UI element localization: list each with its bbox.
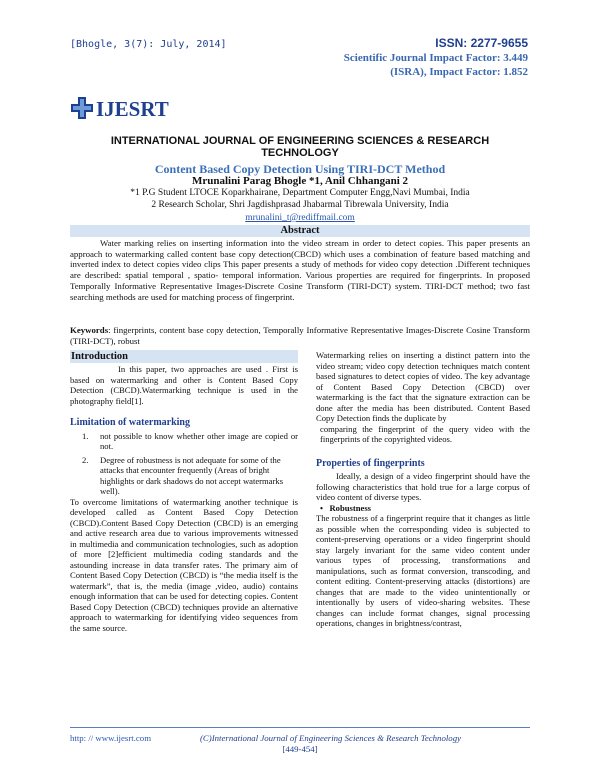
- list-item: [82, 455, 298, 497]
- body-text: To overcome limitations of watermarking another technique is developed called as Content Based Copy Detection (CBCD).Content Based Copy Detection (CBCD) is an emerging and active research area due to various improvements witnessed in multimedia and communication technologies, such as adoption of more [2]efficient multimedia coding standards and the astounding increase in data transfer rates. The primary aim of Content Based Copy Detection (CBCD) is “the media itself is the watermark”, that is, the media (image ,video, audio) contains enough information that can be used for detecting copies. Content Based Copy Detection (CBCD) techniques provide an alternative approach to watermarking for identifying video sequences from the same source.: [70, 496, 298, 633]
- logo-text: IJESRT: [96, 97, 169, 121]
- authors: Mrunalini Parag Bhogle *1, Anil Chhangani 2: [191, 175, 409, 187]
- limitation-heading: Limitation of watermarking: [70, 417, 190, 428]
- list-item: [82, 431, 298, 452]
- impact-factor-1: Scientific Journal Impact Factor: 3.449: [343, 52, 528, 64]
- citation: [Bhogle, 3(7): July, 2014]: [70, 39, 227, 50]
- journal-logo: [70, 96, 169, 120]
- affiliation-2: 2 Research Scholar, Shri Jagdishprasad Jhabarmal Tibrewala University, India: [151, 200, 449, 210]
- robustness-text: The robustness of a fingerprint require that it changes as little as possible when the corresponding video is subjected to content-preserving operations or a video fingerprint should stay largely invariant for the same video content under various types of processing, transformations and manipulations, such as format conversion, transcoding, and content editing. Content-preserving attacks (distortions) are changes that are made to the video unintentionally or intentionally by users of video-sharing websites. These changes can include format changes, signal processing operations, changes in brightness/contrast,: [316, 513, 530, 628]
- list-text: Degree of robustness is not adequate for some of the attacks that encounter frequently (Areas of bright highlights or dark shadows do not accept watermarks well).: [100, 454, 284, 496]
- robustness-bullet: [320, 503, 530, 514]
- left-column: [70, 350, 298, 633]
- affiliation-1: *1 P.G Student LTOCE Koparkhairane, Department Computer Engg,Navi Mumbai, India: [130, 188, 470, 198]
- right-text-2: comparing the fingerprint of the query video with the fingerprints of the copyrighted videos.: [320, 423, 530, 444]
- plus-logo-icon: [70, 96, 94, 120]
- right-text-1: Watermarking relies on inserting a distinct pattern into the video stream; video copy detection techniques match content based signatures to detect copies of video. The key advantage of Content Based Copy Detection (CBCD) over watermarking is the fact that the signature extraction can be done after the media has been distributed. Content Based Copy Detection finds the duplicate by: [316, 350, 530, 423]
- keywords-text: : fingerprints, content base copy detection, Temporally Informative Representative Images-Discrete Cosine Transform (TIRI-DCT), robust: [70, 325, 530, 346]
- impact-factor-2: (ISRA), Impact Factor: 1.852: [390, 66, 528, 78]
- keywords-label: Keywords: [70, 325, 109, 335]
- abstract-heading: Abstract: [70, 225, 530, 237]
- email-link[interactable]: mrunalini_t@rediffmail.com: [245, 213, 355, 223]
- abstract-body: Water marking relies on inserting information into the video stream in order to detect copies. This paper presents an approach to watermarking called content base copy detection(CBCD) which uses a combination of feature based matching and inverted index to detect copies video clips This paper presents a study of methods for video copy detection .Different techniques are described: spatial temporal , spatio- temporal information. Various properties are required for fingerprints. In proposed Temporally Informative Representative Images-Discrete Cosine Transform (TIRI-DCT) system. TIRI-DCT method; two fast searching methods are used for matching process of fingerprint.: [70, 238, 530, 302]
- right-column: [316, 350, 530, 629]
- footer-divider: [70, 727, 530, 728]
- properties-heading: Properties of fingerprints: [316, 457, 425, 469]
- footer-copyright: (C)International Journal of Engineering Sciences & Research Technology: [200, 733, 462, 743]
- page-range: [449-454]: [282, 744, 318, 754]
- journal-name: INTERNATIONAL JOURNAL OF ENGINEERING SCIENCES & RESEARCH TECHNOLOGY: [110, 135, 490, 159]
- abstract-text: [70, 238, 530, 302]
- footer-url[interactable]: http: // www.ijesrt.com: [70, 733, 152, 743]
- properties-text: Ideally, a design of a video fingerprint should have the following characteristics that hold true for a large corpus of video content of diverse types.: [316, 471, 530, 502]
- intro-heading: Introduction: [70, 350, 298, 363]
- keywords: [70, 325, 530, 346]
- list-number: 1.: [82, 430, 89, 441]
- issn: ISSN: 2277-9655: [435, 36, 528, 50]
- paper-title: Content Based Copy Detection Using TIRI-DCT Method: [154, 162, 446, 176]
- list-text: not possible to know whether other image are copied or not.: [100, 430, 298, 451]
- robustness-label: Robustness: [329, 502, 372, 513]
- bullet-icon: •: [320, 502, 330, 513]
- list-number: 2.: [82, 454, 89, 465]
- intro-text: In this paper, two approaches are used . First is based on watermarking and other is Content Based Copy Detection (CBCD).Watermarking technique is used in the photography field[1].: [70, 364, 298, 406]
